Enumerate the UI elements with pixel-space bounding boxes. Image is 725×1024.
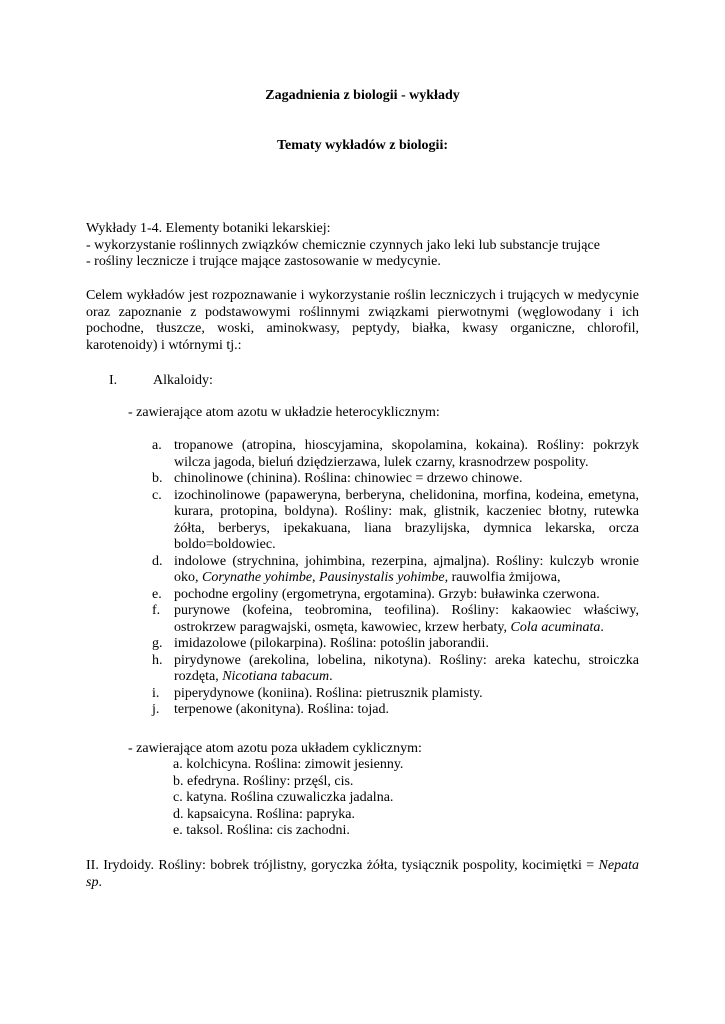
list-marker: f. (152, 603, 161, 618)
list-item (152, 488, 639, 554)
species-name: Cola acuminata (510, 619, 601, 635)
intro-line-1: - wykorzystanie roślinnych związków chemicznie czynnych jako leki lub substancje trujące (86, 237, 600, 253)
list-item-text: terpenowe (akonityna). Roślina: tojad. (174, 702, 389, 717)
list-item: d. kapsaicyna. Roślina: papryka. (173, 806, 355, 822)
list-item-text-end: . (329, 669, 333, 684)
list-marker: h. (152, 652, 163, 668)
list-item (152, 438, 639, 471)
heterocyclic-list (152, 438, 639, 719)
heterocyclic-heading: - zawierające atom azotu w układzie heterocyklicznym: (128, 405, 440, 420)
intro-heading: Wykłady 1-4. Elementy botaniki lekarskiej: (86, 221, 331, 236)
separator-text: , (312, 570, 320, 585)
list-item (152, 653, 639, 686)
document-title: Zagadnienia z biologii - wykłady (265, 88, 460, 103)
section-1-label: I. (109, 373, 118, 388)
list-item-text: pirydynowe (arekolina, lobelina, nikotyna). Rośliny: areka katechu, stroiczka rozdęta, (174, 652, 639, 684)
list-marker: i. (152, 685, 160, 701)
list-item: b. efedryna. Rośliny: przęśl, cis. (173, 773, 354, 789)
section-1-text: Alkaloidy: (153, 373, 213, 388)
list-marker: c. (152, 487, 162, 503)
list-item-text-end: rauwolfia żmijowa, (448, 570, 561, 585)
list-item-text: chinolinowe (chinina). Roślina: chinowiec = drzewo chinowe. (174, 471, 523, 486)
list-marker: g. (152, 636, 163, 651)
document-subtitle: Tematy wykładów z biologii: (277, 138, 448, 153)
list-item (152, 686, 639, 703)
list-item-text: purynowe (kofeina, teobromina, teofilina). Rośliny: kakaowiec właściwy, ostrokrzew paragwajski, osmęta, kawowiec, krzew herbaty, (174, 603, 639, 635)
list-marker: e. (152, 586, 162, 602)
noncyclic-heading: - zawierające atom azotu poza układem cyklicznym: (128, 741, 422, 756)
list-marker: b. (152, 471, 163, 486)
list-item: c. katyna. Roślina czuwaliczka jadalna. (173, 790, 394, 805)
list-item (152, 471, 639, 488)
list-item (152, 636, 639, 653)
section-2-end: . (98, 874, 102, 890)
species-name: Nepata sp (86, 858, 639, 890)
list-item-text: indolowe (strychnina, johimbina, rezerpina, ajmaljna). Rośliny: kulczyb wronie oko, (174, 553, 639, 585)
species-name: Pausinystalis yohimbe, (319, 570, 449, 585)
list-item: a. kolchicyna. Roślina: zimowit jesienny. (173, 757, 404, 772)
list-item (152, 603, 639, 636)
section-2-text: II. Irydoidy. Rośliny: bobrek trójlistny, goryczka żółta, tysiącznik pospolity, kocimiętki = (86, 858, 599, 873)
list-item: e. taksol. Roślina: cis zachodni. (173, 823, 350, 838)
intro-line-2: - rośliny lecznicze i trujące mające zastosowanie w medycynie. (86, 254, 441, 269)
species-name: Nicotiana tabacum (222, 669, 330, 684)
list-item-text: piperydynowe (koniina). Roślina: pietrusznik plamisty. (174, 685, 483, 701)
list-item (152, 554, 639, 587)
section-2-paragraph (86, 858, 639, 891)
list-marker: d. (152, 553, 163, 569)
list-item (152, 587, 639, 604)
list-marker: j. (152, 702, 160, 717)
list-item-text: pochodne ergoliny (ergometryna, ergotamina). Grzyb: buławinka czerwona. (174, 586, 600, 602)
noncyclic-list (173, 757, 403, 840)
intro-block (86, 221, 639, 271)
goal-paragraph: Celem wykładów jest rozpoznawanie i wykorzystanie roślin leczniczych i trujących w medycynie oraz zapoznanie z podstawowymi roślinnymi związkami pierwotnymi (węglowodany i ich pochodne, tłuszcze, woski, aminokwasy, peptydy, białka, kwasy organiczne, chlorofil, karotenoidy) i wtórnymi tj.: (86, 288, 639, 353)
list-marker: a. (152, 438, 162, 453)
list-item-text: imidazolowe (pilokarpina). Roślina: potoślin jaborandii. (174, 636, 489, 651)
list-item-text: tropanowe (atropina, hioscyjamina, skopolamina, kokaina). Rośliny: pokrzyk wilcza jagoda, bieluń dziędzierzawa, lulek czarny, krasnodrzew pospolity. (174, 438, 639, 470)
list-item-text-end: . (600, 619, 604, 635)
list-item (152, 702, 639, 719)
species-name: Corynathe yohimbe (202, 570, 313, 585)
list-item-text: izochinolinowe (papaweryna, berberyna, chelidonina, morfina, kodeina, emetyna, kurara, protopina, boldyna). Rośliny: mak, glistnik, kaczeniec błotny, rutewka żółta, berberys, ipekakuana, liana brazylijska, dymnica lekarska, orcza boldo=boldowiec. (174, 487, 639, 552)
